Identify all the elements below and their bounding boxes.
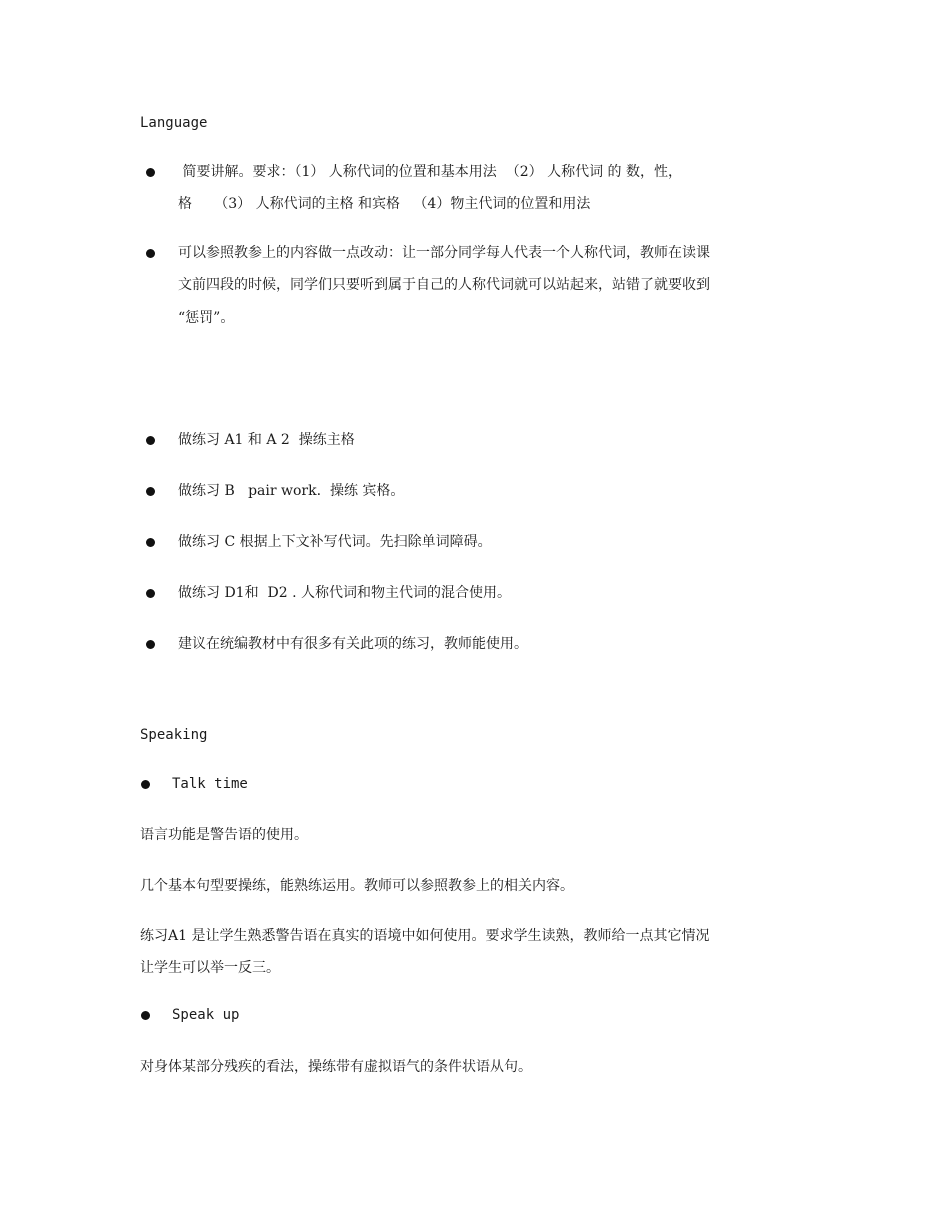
exercise-item: 建议在统编教材中有很多有关此项的练习，教师能使用。 [178, 636, 528, 652]
bullet-icon [146, 168, 155, 177]
bullet-icon [146, 589, 155, 598]
bullet-icon [146, 249, 155, 258]
exercise-item: 做练习 D1和 D2 . 人称代词和物主代词的混合使用。 [178, 585, 511, 601]
bullet-icon [141, 780, 150, 789]
bullet-text-line: 可以参照教参上的内容做一点改动：让一部分同学每人代表一个人称代词，教师在读课 [178, 245, 710, 261]
language-heading: Language [140, 115, 208, 131]
bullet-text-line: 格 （3） 人称代词的主格 和宾格 （4）物主代词的位置和用法 [178, 196, 591, 212]
bullet-text-line: “惩罚”。 [178, 310, 235, 326]
exercise-item: 做练习 C 根据上下文补写代词。先扫除单词障碍。 [178, 534, 492, 550]
paragraph: 语言功能是警告语的使用。 [140, 827, 308, 843]
speaking-heading: Speaking [140, 727, 208, 743]
paragraph: 对身体某部分残疾的看法，操练带有虚拟语气的条件状语从句。 [140, 1059, 532, 1075]
bullet-icon [146, 538, 155, 547]
exercise-item: 做练习 B pair work. 操练 宾格。 [178, 483, 405, 499]
paragraph-line: 练习A1 是让学生熟悉警告语在真实的语境中如何使用。要求学生读熟，教师给一点其它情况 [140, 928, 710, 944]
bullet-icon [146, 436, 155, 445]
speak-up-label: Speak up [172, 1007, 240, 1023]
paragraph: 几个基本句型要操练，能熟练运用。教师可以参照教参上的相关内容。 [140, 878, 574, 894]
talk-time-label: Talk time [172, 776, 248, 792]
paragraph-line: 让学生可以举一反三。 [140, 960, 280, 976]
bullet-icon [141, 1011, 150, 1020]
bullet-icon [146, 487, 155, 496]
bullet-icon [146, 640, 155, 649]
exercise-item: 做练习 A1 和 A 2 操练主格 [178, 432, 355, 448]
bullet-text-line: 简要讲解。要求：（1） 人称代词的位置和基本用法 （2） 人称代词 的 数，性， [178, 164, 682, 180]
bullet-text-line: 文前四段的时候，同学们只要听到属于自己的人称代词就可以站起来，站错了就要收到 [178, 277, 710, 293]
